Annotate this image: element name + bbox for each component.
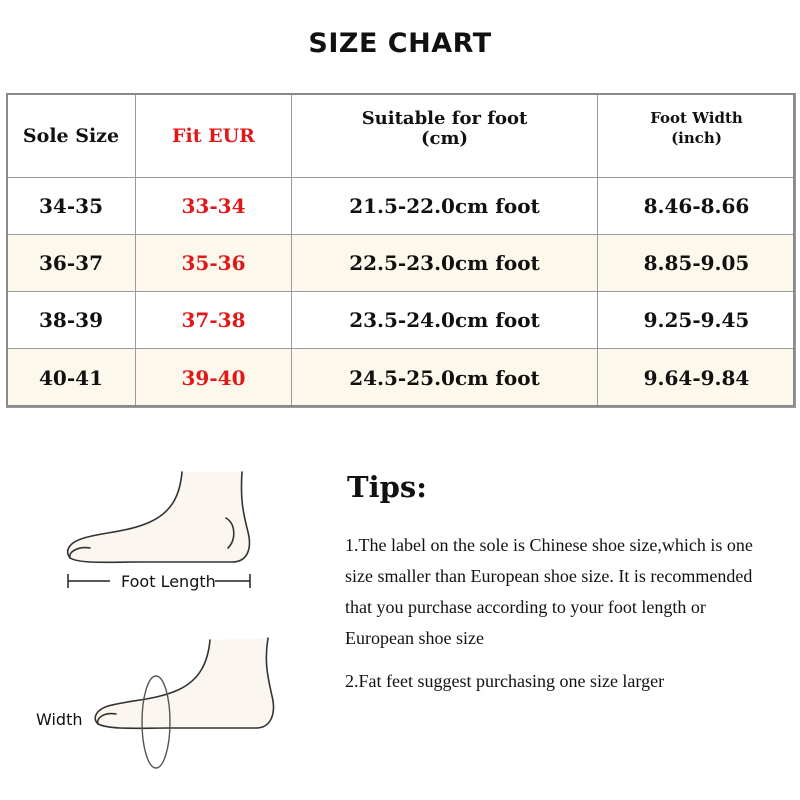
table-row	[7, 349, 796, 408]
table-header-row	[7, 94, 796, 178]
cell-fit-eur: 33-34	[136, 178, 292, 235]
tip-item: 1.The label on the sole is Chinese shoe size,which is one size smaller than European shoe size. It is recommended that you purchase according to your foot length or European shoe size	[345, 535, 753, 648]
header-foot-width: Foot Width (inch)	[598, 94, 796, 178]
cell-foot-width: 8.46-8.66	[598, 178, 796, 235]
foot-measurement-illustration	[0, 440, 330, 800]
cell-foot-length: 24.5-25.0cm foot	[292, 349, 598, 408]
table-row	[7, 292, 796, 349]
cell-fit-eur: 35-36	[136, 235, 292, 292]
foot-width-view-icon	[95, 638, 273, 728]
tip-item: 2.Fat feet suggest purchasing one size larger	[345, 671, 665, 691]
header-suitable-foot: Suitable for foot (cm)	[292, 94, 598, 178]
table-row	[7, 178, 796, 235]
tips-list	[345, 530, 775, 709]
table-row	[7, 235, 796, 292]
foot-length-label: Foot Length	[121, 572, 216, 591]
foot-side-view-icon	[68, 472, 250, 562]
cell-foot-length: 21.5-22.0cm foot	[292, 178, 598, 235]
cell-sole-size: 40-41	[7, 349, 136, 408]
cell-foot-width: 9.25-9.45	[598, 292, 796, 349]
cell-fit-eur: 37-38	[136, 292, 292, 349]
cell-foot-length: 22.5-23.0cm foot	[292, 235, 598, 292]
width-label: Width	[36, 710, 83, 729]
cell-foot-width: 8.85-9.05	[598, 235, 796, 292]
header-sole-size: Sole Size	[7, 94, 136, 178]
cell-fit-eur: 39-40	[136, 349, 292, 408]
page-title: SIZE CHART	[308, 28, 492, 59]
cell-sole-size: 38-39	[7, 292, 136, 349]
cell-foot-length: 23.5-24.0cm foot	[292, 292, 598, 349]
size-chart-table	[6, 93, 796, 408]
cell-sole-size: 34-35	[7, 178, 136, 235]
cell-foot-width: 9.64-9.84	[598, 349, 796, 408]
header-fit-eur: Fit EUR	[136, 94, 292, 178]
cell-sole-size: 36-37	[7, 235, 136, 292]
tips-title: Tips:	[347, 470, 427, 504]
